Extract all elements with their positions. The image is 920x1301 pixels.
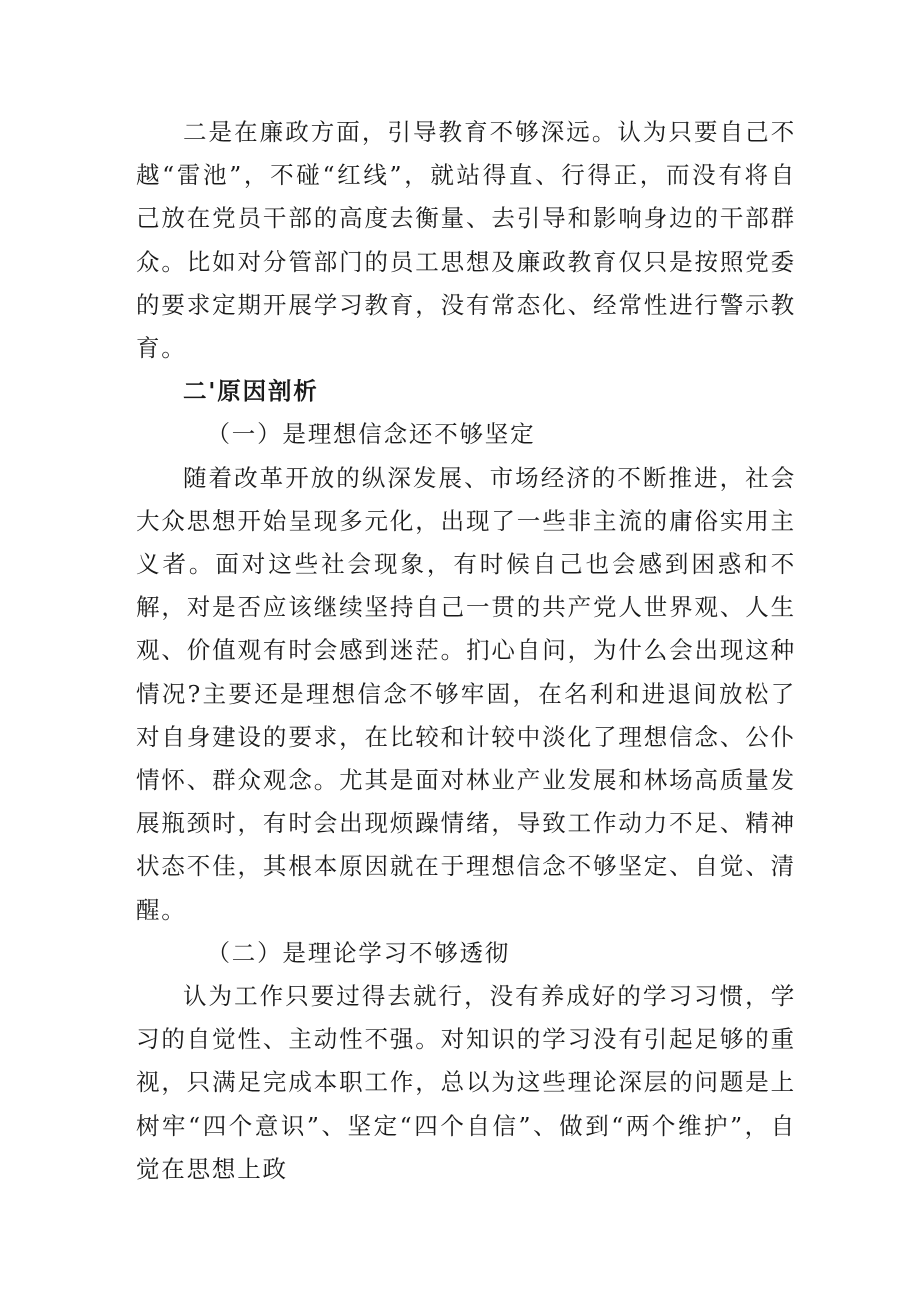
paragraph-theory-study: 认为工作只要过得去就行，没有养成好的学习习惯，学习的自觉性、主动性不强。对知识的学习没有引起足够的重视，只满足完成本职工作，总以为这些理论深层的问题是上树牢“四个意识”、坚定“四个自信”、做到“两个维护”，自觉在思想上政 <box>136 982 796 1183</box>
section-heading-cause-analysis: 二'原因剖析 <box>183 377 319 406</box>
subheading-theory-study: （二）是理论学习不够透彻 <box>206 938 511 967</box>
paragraph-ideals-beliefs: 随着改革开放的纵深发展、市场经济的不断推进，社会大众思想开始呈现多元化，出现了一些非主流的庸俗实用主义者。面对这些社会现象，有时候自己也会感到困惑和不解，对是否应该继续坚持自己一贯的共产党人世界观、人生观、价值观有时会感到迷茫。扪心自问，为什么会出现这种情况?主要还是理想信念不够牢固，在名利和进退间放松了对自身建设的要求，在比较和计较中淡化了理想信念、公仆情怀、群众观念。尤其是面对林业产业发展和林场高质量发展瓶颈时，有时会出现烦躁情绪，导致工作动力不足、精神状态不佳，其根本原因就在于理想信念不够坚定、自觉、清醒。 <box>136 463 796 924</box>
document-body <box>136 111 796 1191</box>
subheading-ideals-beliefs: （一）是理想信念还不够坚定 <box>206 420 536 449</box>
paragraph-integrity-education: 二是在廉政方面，引导教育不够深远。认为只要自己不越“雷池”，不碰“红线”，就站得直、行得正，而没有将自己放在党员干部的高度去衡量、去引导和影响身边的干部群众。比如对分管部门的员工思想及廉政教育仅只是按照党委的要求定期开展学习教育，没有常态化、经常性进行警示教育。 <box>136 118 796 363</box>
